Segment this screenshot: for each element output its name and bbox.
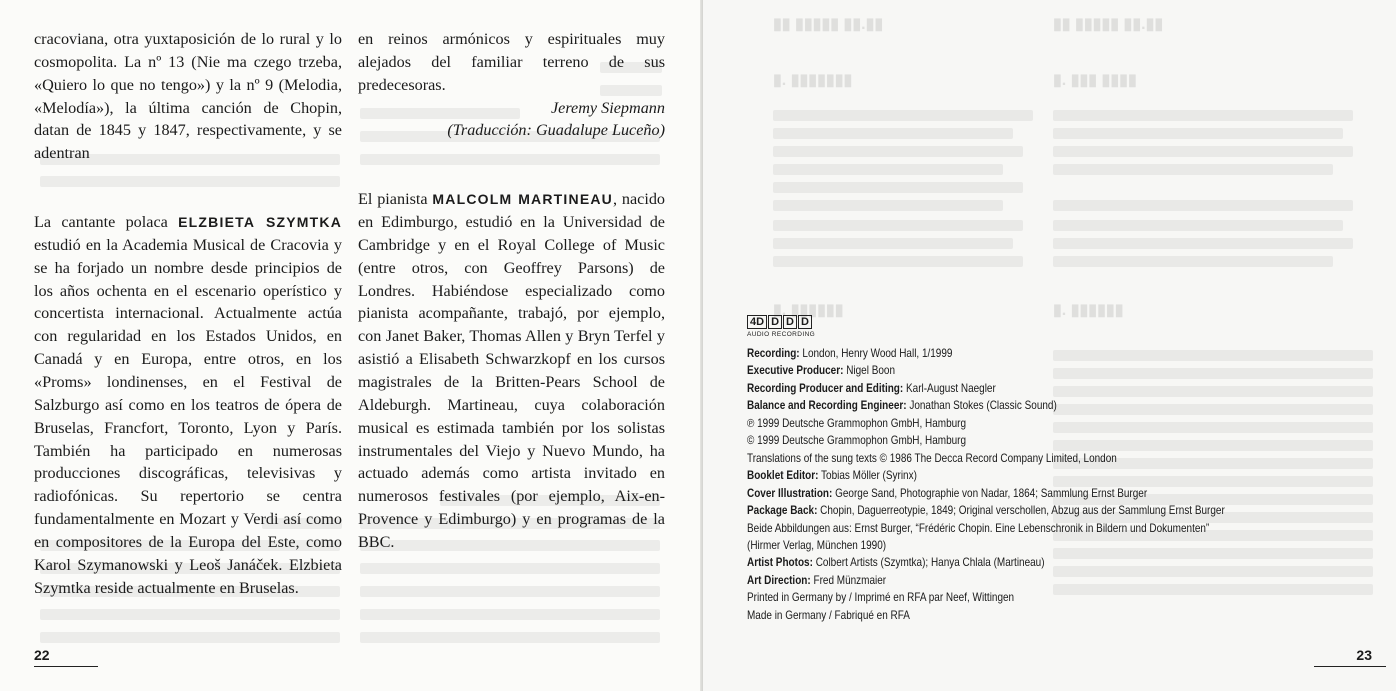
credit-label: Recording Producer and Editing: xyxy=(747,381,904,395)
show-through-line xyxy=(773,164,1003,175)
credit-line xyxy=(747,485,1263,502)
credit-line xyxy=(747,502,1263,519)
page-rule xyxy=(1314,666,1386,667)
show-through-line xyxy=(40,609,340,620)
credit-line xyxy=(747,432,1263,449)
show-through-heading: ▮▮ ▮▮▮▮▮ ▮▮.▮▮ xyxy=(1053,16,1164,33)
show-through-line xyxy=(773,128,1013,139)
show-through-heading: ▮▮ ▮▮▮▮▮ ▮▮.▮▮ xyxy=(773,16,884,33)
credit-value: London, Henry Wood Hall, 1/1999 xyxy=(802,347,953,360)
show-through-line xyxy=(1053,220,1343,231)
credit-value: Translations of the sung texts © 1986 The Decca Record Company Limited, London xyxy=(747,451,1117,465)
paragraph-body: estudió en la Academia Musical de Cracovia y se ha forjado un nombre desde principios de los años ochenta en el escenario operístico y concertista internacional. Actualmente actúa con regularidad en los Estados Unidos, en Canadá y en Europa, entre otros, en los «Proms» londinenses, en el Festival de Salzburgo así como en los teatros de ópera de Bruselas, Francfort, Toronto, Lyon y París. También ha participado en numerosas producciones discográficas, televisivas y radiofónicas. Su repertorio se centra fundamentalmente en Mozart y Verdi así como en compositores de la Europa del Este, como Karol Szymanowski y Leoš Janáček. Elzbieta Szymtka reside actualmente en Bruselas. xyxy=(34,235,342,597)
production-credits xyxy=(747,345,1263,624)
credit-label: Art Direction: xyxy=(747,573,811,587)
artist-name: ELZBIETA SZYMTKA xyxy=(178,214,343,231)
credit-value: Jonathan Stokes (Classic Sound) xyxy=(909,399,1057,413)
show-through-heading: ▮. ▮▮▮ ▮▮▮▮ xyxy=(1053,72,1137,89)
credit-label: Package Back: xyxy=(747,504,818,518)
show-through-line xyxy=(773,110,1033,121)
credit-value: George Sand, Photographie von Nadar, 1864; Sammlung Ernst Burger xyxy=(835,486,1148,500)
show-through-line xyxy=(773,220,1023,231)
credit-label: Recording: xyxy=(747,347,800,360)
credit-label: Artist Photos: xyxy=(747,556,813,570)
right-page xyxy=(703,0,1396,691)
paragraph-szymtka xyxy=(34,211,342,599)
paragraph-body: , nacido en Edimburgo, estudió en la Universidad de Cambridge y en el Royal College of Music (entre otros, con Geoffrey Parsons) de Londres. Habiéndose especializado como pianista acompañante, trabajó, por ejemplo, con Janet Baker, Thomas Allen y Bryn Terfel y asistió a Elisabeth Schwarzkopf en los cursos magistrales de la Britten-Pears School de Aldeburgh. Martineau, cuya colaboración musical es estimada también por los solistas instrumentales del Viejo y Nuevo Mundo, ha actuado además como artista invitado en numerosos festivales (por ejemplo, Aix-en-Provence y Edimburgo) y en programas de la BBC. xyxy=(358,190,666,551)
credit-label: Balance and Recording Engineer: xyxy=(747,399,907,413)
credit-line xyxy=(747,380,1263,397)
credit-line xyxy=(747,520,1263,537)
credit-line xyxy=(747,397,1263,414)
author-signature: Jeremy Siepmann xyxy=(550,98,665,117)
logo-subtitle: AUDIO RECORDING xyxy=(747,331,816,338)
show-through-heading: ▮. ▮▮▮▮▮▮ xyxy=(1053,302,1124,319)
show-through-heading: ▮. ▮▮▮▮▮▮▮ xyxy=(773,72,853,89)
paragraph: en reinos armónicos y espirituales muy alejados del familiar terreno de sus predecesoras. xyxy=(358,30,665,94)
credit-value: Beide Abbildungen aus: Ernst Burger, “Frédéric Chopin. Eine Lebenschronik in Bildern und Dokumenten” xyxy=(747,521,1210,535)
show-through-line xyxy=(773,200,1003,211)
show-through-heading: ▮. ▮▮▮▮▮▮ xyxy=(773,302,844,319)
logo-box: D xyxy=(768,315,782,329)
show-through-line xyxy=(773,146,1023,157)
credit-value: Chopin, Daguerreotypie, 1849; Original verschollen, Abzug aus der Sammlung Ernst Burger xyxy=(820,504,1225,518)
credit-value: Karl-August Naegler xyxy=(906,381,996,395)
credit-line xyxy=(747,589,1263,606)
page-number: 23 xyxy=(1356,647,1372,663)
show-through-line xyxy=(1053,238,1353,249)
4d-audio-recording-logo xyxy=(747,312,815,338)
show-through-line xyxy=(360,563,660,574)
show-through-line xyxy=(1053,256,1333,267)
page-rule xyxy=(34,666,98,667)
translator-credit: (Traducción: Guadalupe Luceño) xyxy=(447,121,665,140)
show-through-line xyxy=(1053,110,1353,121)
show-through-line xyxy=(773,256,1023,267)
credit-value: Fred Münzmaier xyxy=(813,573,887,587)
credit-value: Made in Germany / Fabriqué en RFA xyxy=(747,608,910,622)
logo-box: 4D xyxy=(747,315,767,329)
paragraph-lead: El pianista xyxy=(358,190,428,209)
credit-value: Printed in Germany by / Imprimé en RFA par Neef, Wittingen xyxy=(747,591,1015,605)
paragraph: cracoviana, otra yuxtaposición de lo rural y lo cosmopolita. La nº 13 (Nie ma czego trzeba, «Quiero lo que no tengo») y la nº 9 (Melodia, «Melodía»), la última canción de Chopin, datan de 1845 y 1847, respectivamente, y se adentran xyxy=(34,30,342,163)
show-through-line xyxy=(773,238,1013,249)
credit-line xyxy=(747,554,1263,571)
show-through-line xyxy=(360,632,660,643)
show-through-line xyxy=(1053,200,1353,211)
show-through-line xyxy=(40,632,340,643)
show-through-line xyxy=(1053,164,1333,175)
credit-line xyxy=(747,537,1263,554)
credit-label: Cover Illustration: xyxy=(747,486,833,500)
show-through-line xyxy=(1053,128,1343,139)
paragraph-martineau xyxy=(358,188,665,554)
logo-box: D xyxy=(783,315,797,329)
credit-line xyxy=(747,572,1263,589)
credit-value: Colbert Artists (Szymtka); Hanya Chlala (Martineau) xyxy=(815,556,1045,570)
logo-box: D xyxy=(798,315,812,329)
text-column-2 xyxy=(358,28,665,554)
credit-value: © 1999 Deutsche Grammophon GmbH, Hamburg xyxy=(747,434,967,448)
credit-label: Booklet Editor: xyxy=(747,469,819,483)
credit-value: ℗ 1999 Deutsche Grammophon GmbH, Hamburg xyxy=(747,416,967,430)
credit-line xyxy=(747,345,1263,362)
credit-value: Tobias Möller (Syrinx) xyxy=(821,469,917,483)
show-through-line xyxy=(360,586,660,597)
credit-value: Nigel Boon xyxy=(846,364,895,378)
credit-line xyxy=(747,415,1263,432)
show-through-line xyxy=(773,182,1023,193)
credit-line xyxy=(747,467,1263,484)
show-through-line xyxy=(1053,146,1353,157)
credit-line xyxy=(747,362,1263,379)
credit-line xyxy=(747,450,1263,467)
show-through-line xyxy=(360,609,660,620)
text-column-1 xyxy=(34,28,342,599)
paragraph-lead: La cantante polaca xyxy=(34,213,168,232)
credit-value: (Hirmer Verlag, München 1990) xyxy=(747,538,887,552)
artist-name: MALCOLM MARTINEAU xyxy=(432,191,613,208)
page-number: 22 xyxy=(34,647,50,663)
credit-label: Executive Producer: xyxy=(747,364,844,378)
credit-line xyxy=(747,607,1263,624)
